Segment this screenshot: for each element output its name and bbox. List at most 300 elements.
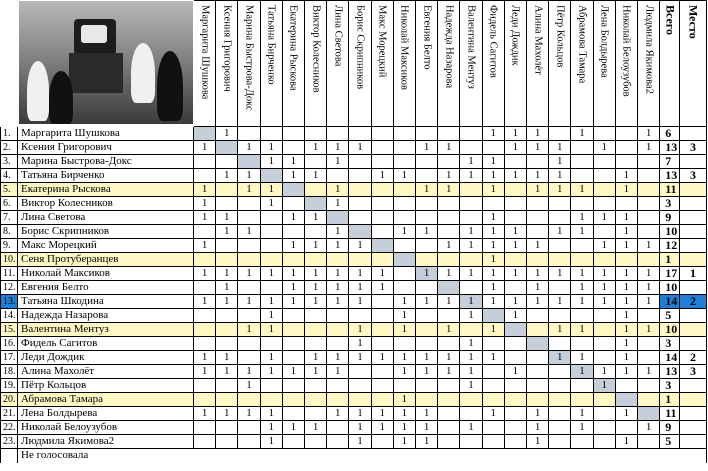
- vote-cell[interactable]: [372, 295, 394, 309]
- vote-cell[interactable]: 1: [571, 351, 593, 365]
- vote-cell[interactable]: 1: [216, 127, 238, 141]
- vote-cell[interactable]: 1: [349, 239, 371, 253]
- vote-cell[interactable]: [549, 337, 571, 351]
- vote-cell[interactable]: [238, 239, 260, 253]
- vote-cell[interactable]: 1: [261, 141, 283, 155]
- vote-cell[interactable]: 1: [416, 295, 438, 309]
- vote-cell[interactable]: 1: [327, 295, 349, 309]
- vote-cell[interactable]: 1: [349, 281, 371, 295]
- vote-cell[interactable]: [549, 421, 571, 435]
- vote-cell[interactable]: [571, 253, 593, 267]
- vote-cell[interactable]: 1: [216, 407, 238, 421]
- vote-cell[interactable]: 1: [216, 225, 238, 239]
- vote-cell[interactable]: [505, 211, 527, 225]
- vote-cell[interactable]: 1: [394, 393, 416, 407]
- row-name[interactable]: Екатерина Рыскова: [18, 183, 194, 197]
- vote-cell[interactable]: 1: [594, 141, 616, 155]
- vote-cell[interactable]: 1: [327, 281, 349, 295]
- vote-cell[interactable]: [594, 351, 616, 365]
- vote-cell[interactable]: [616, 393, 638, 407]
- vote-cell[interactable]: [394, 267, 416, 281]
- vote-cell[interactable]: 1: [261, 183, 283, 197]
- vote-cell[interactable]: 1: [261, 421, 283, 435]
- vote-cell[interactable]: 1: [483, 155, 505, 169]
- vote-cell[interactable]: 1: [327, 239, 349, 253]
- vote-cell[interactable]: 1: [327, 365, 349, 379]
- vote-cell[interactable]: 1: [483, 127, 505, 141]
- vote-cell[interactable]: [349, 225, 371, 239]
- place-cell[interactable]: [680, 421, 707, 435]
- vote-cell[interactable]: 1: [283, 239, 305, 253]
- vote-cell[interactable]: [394, 183, 416, 197]
- vote-cell[interactable]: [327, 379, 349, 393]
- vote-cell[interactable]: [594, 435, 616, 449]
- vote-cell[interactable]: [305, 253, 327, 267]
- vote-cell[interactable]: [549, 239, 571, 253]
- vote-cell[interactable]: 1: [283, 169, 305, 183]
- vote-cell[interactable]: 1: [194, 407, 216, 421]
- row-number[interactable]: 14.: [0, 309, 18, 323]
- vote-cell[interactable]: 1: [394, 365, 416, 379]
- vote-cell[interactable]: 1: [238, 141, 260, 155]
- place-cell[interactable]: [680, 337, 707, 351]
- vote-cell[interactable]: [505, 337, 527, 351]
- row-number[interactable]: 23.: [0, 435, 18, 449]
- vote-cell[interactable]: [483, 379, 505, 393]
- vote-cell[interactable]: [305, 197, 327, 211]
- vote-cell[interactable]: 1: [549, 183, 571, 197]
- vote-cell[interactable]: [394, 155, 416, 169]
- vote-cell[interactable]: 1: [283, 155, 305, 169]
- vote-cell[interactable]: [372, 239, 394, 253]
- vote-cell[interactable]: [327, 253, 349, 267]
- vote-cell[interactable]: [549, 211, 571, 225]
- vote-cell[interactable]: 1: [483, 183, 505, 197]
- vote-cell[interactable]: [283, 407, 305, 421]
- vote-cell[interactable]: [549, 197, 571, 211]
- vote-cell[interactable]: 1: [571, 421, 593, 435]
- vote-cell[interactable]: 1: [571, 407, 593, 421]
- vote-cell[interactable]: [638, 379, 660, 393]
- vote-cell[interactable]: 1: [460, 379, 482, 393]
- vote-cell[interactable]: [505, 281, 527, 295]
- vote-cell[interactable]: [261, 127, 283, 141]
- vote-cell[interactable]: 1: [394, 351, 416, 365]
- vote-cell[interactable]: [372, 393, 394, 407]
- place-cell[interactable]: [680, 407, 707, 421]
- vote-cell[interactable]: 1: [394, 225, 416, 239]
- total-cell[interactable]: 9: [660, 211, 680, 225]
- vote-cell[interactable]: 1: [372, 281, 394, 295]
- vote-cell[interactable]: [438, 337, 460, 351]
- place-cell[interactable]: [680, 155, 707, 169]
- vote-cell[interactable]: [194, 379, 216, 393]
- vote-cell[interactable]: 1: [527, 295, 549, 309]
- vote-cell[interactable]: [549, 435, 571, 449]
- vote-cell[interactable]: [571, 197, 593, 211]
- vote-cell[interactable]: 1: [372, 407, 394, 421]
- vote-cell[interactable]: 1: [305, 295, 327, 309]
- vote-cell[interactable]: [527, 365, 549, 379]
- vote-cell[interactable]: [438, 253, 460, 267]
- vote-cell[interactable]: 1: [438, 183, 460, 197]
- vote-cell[interactable]: 1: [283, 421, 305, 435]
- place-cell[interactable]: [680, 393, 707, 407]
- vote-cell[interactable]: [349, 309, 371, 323]
- row-name[interactable]: Людмила Якимова2: [18, 435, 194, 449]
- vote-cell[interactable]: [194, 155, 216, 169]
- vote-cell[interactable]: 1: [638, 365, 660, 379]
- vote-cell[interactable]: 1: [638, 141, 660, 155]
- vote-cell[interactable]: 1: [483, 239, 505, 253]
- vote-cell[interactable]: 1: [194, 211, 216, 225]
- vote-cell[interactable]: [372, 379, 394, 393]
- vote-cell[interactable]: 1: [349, 141, 371, 155]
- vote-cell[interactable]: [638, 309, 660, 323]
- vote-cell[interactable]: [261, 393, 283, 407]
- vote-cell[interactable]: 1: [349, 323, 371, 337]
- vote-cell[interactable]: 1: [305, 211, 327, 225]
- vote-cell[interactable]: [549, 393, 571, 407]
- vote-cell[interactable]: [194, 421, 216, 435]
- vote-cell[interactable]: [194, 393, 216, 407]
- vote-cell[interactable]: 1: [571, 183, 593, 197]
- vote-cell[interactable]: 1: [460, 267, 482, 281]
- vote-cell[interactable]: 1: [460, 365, 482, 379]
- vote-cell[interactable]: [638, 393, 660, 407]
- vote-cell[interactable]: 1: [416, 435, 438, 449]
- vote-cell[interactable]: [238, 211, 260, 225]
- vote-cell[interactable]: [505, 421, 527, 435]
- vote-cell[interactable]: [616, 141, 638, 155]
- vote-cell[interactable]: [327, 309, 349, 323]
- vote-cell[interactable]: [527, 155, 549, 169]
- row-number[interactable]: 18.: [0, 365, 18, 379]
- vote-cell[interactable]: [349, 253, 371, 267]
- vote-cell[interactable]: [638, 155, 660, 169]
- vote-cell[interactable]: [438, 393, 460, 407]
- place-cell[interactable]: 3: [680, 169, 707, 183]
- vote-cell[interactable]: [483, 365, 505, 379]
- place-cell[interactable]: [680, 323, 707, 337]
- vote-cell[interactable]: 1: [305, 281, 327, 295]
- vote-cell[interactable]: 1: [372, 351, 394, 365]
- vote-cell[interactable]: 1: [505, 169, 527, 183]
- row-number[interactable]: 7.: [0, 211, 18, 225]
- vote-cell[interactable]: [238, 253, 260, 267]
- vote-cell[interactable]: 1: [616, 239, 638, 253]
- vote-cell[interactable]: [505, 435, 527, 449]
- vote-cell[interactable]: 1: [372, 421, 394, 435]
- row-name[interactable]: Николай Белоузубов: [18, 421, 194, 435]
- row-number[interactable]: 22.: [0, 421, 18, 435]
- vote-cell[interactable]: 1: [571, 211, 593, 225]
- vote-cell[interactable]: [372, 183, 394, 197]
- vote-cell[interactable]: [327, 323, 349, 337]
- vote-cell[interactable]: 1: [527, 435, 549, 449]
- vote-cell[interactable]: 1: [571, 323, 593, 337]
- row-name[interactable]: Татьяна Шкодина: [18, 295, 194, 309]
- vote-cell[interactable]: [460, 183, 482, 197]
- vote-cell[interactable]: [305, 309, 327, 323]
- vote-cell[interactable]: 1: [638, 127, 660, 141]
- vote-cell[interactable]: [238, 309, 260, 323]
- vote-cell[interactable]: 1: [216, 169, 238, 183]
- total-cell[interactable]: 10: [660, 323, 680, 337]
- vote-cell[interactable]: [594, 337, 616, 351]
- vote-cell[interactable]: [216, 421, 238, 435]
- vote-cell[interactable]: [571, 309, 593, 323]
- vote-cell[interactable]: 1: [594, 295, 616, 309]
- vote-cell[interactable]: [283, 435, 305, 449]
- place-cell[interactable]: [680, 253, 707, 267]
- vote-cell[interactable]: [194, 253, 216, 267]
- place-cell[interactable]: 2: [680, 351, 707, 365]
- vote-cell[interactable]: [305, 127, 327, 141]
- vote-cell[interactable]: 1: [549, 169, 571, 183]
- vote-cell[interactable]: [549, 127, 571, 141]
- vote-cell[interactable]: 1: [527, 169, 549, 183]
- vote-cell[interactable]: 1: [616, 365, 638, 379]
- vote-cell[interactable]: [372, 323, 394, 337]
- total-cell[interactable]: 13: [660, 169, 680, 183]
- vote-cell[interactable]: 1: [638, 295, 660, 309]
- vote-cell[interactable]: 1: [305, 351, 327, 365]
- vote-cell[interactable]: 1: [549, 225, 571, 239]
- vote-cell[interactable]: 1: [594, 239, 616, 253]
- vote-cell[interactable]: [349, 393, 371, 407]
- vote-cell[interactable]: [238, 127, 260, 141]
- vote-cell[interactable]: [305, 337, 327, 351]
- vote-cell[interactable]: [372, 225, 394, 239]
- vote-cell[interactable]: 1: [238, 365, 260, 379]
- row-number[interactable]: 20.: [0, 393, 18, 407]
- vote-cell[interactable]: [638, 407, 660, 421]
- vote-cell[interactable]: 1: [283, 295, 305, 309]
- vote-cell[interactable]: [283, 323, 305, 337]
- vote-cell[interactable]: [549, 379, 571, 393]
- vote-cell[interactable]: [394, 281, 416, 295]
- vote-cell[interactable]: 1: [216, 295, 238, 309]
- vote-cell[interactable]: [416, 393, 438, 407]
- vote-cell[interactable]: [216, 197, 238, 211]
- vote-cell[interactable]: 1: [527, 267, 549, 281]
- vote-cell[interactable]: 1: [349, 435, 371, 449]
- vote-cell[interactable]: 1: [594, 281, 616, 295]
- row-name[interactable]: Алина Махолёт: [18, 365, 194, 379]
- vote-cell[interactable]: 1: [460, 295, 482, 309]
- total-cell[interactable]: 17: [660, 267, 680, 281]
- vote-cell[interactable]: [216, 141, 238, 155]
- vote-cell[interactable]: [460, 281, 482, 295]
- vote-cell[interactable]: [349, 127, 371, 141]
- vote-cell[interactable]: [194, 323, 216, 337]
- vote-cell[interactable]: [416, 253, 438, 267]
- vote-cell[interactable]: [283, 379, 305, 393]
- place-cell[interactable]: [680, 225, 707, 239]
- vote-cell[interactable]: 1: [571, 267, 593, 281]
- vote-cell[interactable]: 1: [438, 295, 460, 309]
- vote-cell[interactable]: [261, 379, 283, 393]
- row-name[interactable]: Маргарита Шушкова: [18, 127, 194, 141]
- vote-cell[interactable]: 1: [638, 281, 660, 295]
- vote-cell[interactable]: 1: [416, 183, 438, 197]
- vote-cell[interactable]: [594, 323, 616, 337]
- vote-cell[interactable]: 1: [616, 295, 638, 309]
- vote-cell[interactable]: [571, 169, 593, 183]
- total-cell[interactable]: 3: [660, 197, 680, 211]
- vote-cell[interactable]: 1: [194, 197, 216, 211]
- total-cell[interactable]: 3: [660, 379, 680, 393]
- vote-cell[interactable]: 1: [327, 351, 349, 365]
- vote-cell[interactable]: 1: [327, 225, 349, 239]
- vote-cell[interactable]: 1: [416, 421, 438, 435]
- vote-cell[interactable]: [349, 379, 371, 393]
- vote-cell[interactable]: [416, 239, 438, 253]
- row-name[interactable]: Валентина Ментуз: [18, 323, 194, 337]
- vote-cell[interactable]: 1: [616, 337, 638, 351]
- vote-cell[interactable]: [416, 337, 438, 351]
- vote-cell[interactable]: 1: [349, 407, 371, 421]
- place-cell[interactable]: 3: [680, 141, 707, 155]
- vote-cell[interactable]: [416, 281, 438, 295]
- vote-cell[interactable]: 1: [194, 267, 216, 281]
- vote-cell[interactable]: [416, 211, 438, 225]
- vote-cell[interactable]: 1: [438, 323, 460, 337]
- vote-cell[interactable]: [594, 421, 616, 435]
- place-cell[interactable]: [680, 309, 707, 323]
- row-number[interactable]: 11.: [0, 267, 18, 281]
- vote-cell[interactable]: [505, 393, 527, 407]
- vote-cell[interactable]: 1: [416, 407, 438, 421]
- vote-cell[interactable]: [238, 435, 260, 449]
- vote-cell[interactable]: 1: [549, 267, 571, 281]
- vote-cell[interactable]: [305, 155, 327, 169]
- total-cell[interactable]: 11: [660, 183, 680, 197]
- vote-cell[interactable]: 1: [638, 267, 660, 281]
- total-cell[interactable]: 5: [660, 309, 680, 323]
- total-cell[interactable]: 14: [660, 295, 680, 309]
- vote-cell[interactable]: [238, 155, 260, 169]
- vote-cell[interactable]: 1: [483, 295, 505, 309]
- vote-cell[interactable]: 1: [571, 365, 593, 379]
- vote-cell[interactable]: [549, 365, 571, 379]
- vote-cell[interactable]: [594, 393, 616, 407]
- vote-cell[interactable]: [261, 253, 283, 267]
- place-cell[interactable]: [680, 239, 707, 253]
- row-name[interactable]: Борис Скрипников: [18, 225, 194, 239]
- row-name[interactable]: Виктор Колесников: [18, 197, 194, 211]
- vote-cell[interactable]: [372, 155, 394, 169]
- vote-cell[interactable]: 1: [616, 407, 638, 421]
- vote-cell[interactable]: [527, 379, 549, 393]
- vote-cell[interactable]: 1: [416, 141, 438, 155]
- total-cell[interactable]: 9: [660, 421, 680, 435]
- vote-cell[interactable]: 1: [438, 365, 460, 379]
- vote-cell[interactable]: [505, 351, 527, 365]
- vote-cell[interactable]: [349, 169, 371, 183]
- vote-cell[interactable]: [571, 141, 593, 155]
- vote-cell[interactable]: [327, 169, 349, 183]
- vote-cell[interactable]: 1: [349, 351, 371, 365]
- vote-cell[interactable]: 1: [261, 407, 283, 421]
- total-cell[interactable]: 1: [660, 253, 680, 267]
- vote-cell[interactable]: 1: [394, 323, 416, 337]
- vote-cell[interactable]: [283, 253, 305, 267]
- vote-cell[interactable]: [394, 379, 416, 393]
- vote-cell[interactable]: 1: [327, 197, 349, 211]
- vote-cell[interactable]: [483, 393, 505, 407]
- row-number[interactable]: 2.: [0, 141, 18, 155]
- vote-cell[interactable]: [527, 253, 549, 267]
- vote-cell[interactable]: [261, 211, 283, 225]
- row-number[interactable]: [0, 449, 18, 463]
- vote-cell[interactable]: 1: [261, 309, 283, 323]
- place-cell[interactable]: [680, 281, 707, 295]
- vote-cell[interactable]: 1: [594, 379, 616, 393]
- vote-cell[interactable]: 1: [616, 281, 638, 295]
- vote-cell[interactable]: 1: [505, 295, 527, 309]
- vote-cell[interactable]: [571, 435, 593, 449]
- vote-cell[interactable]: 1: [238, 323, 260, 337]
- vote-cell[interactable]: [238, 337, 260, 351]
- vote-cell[interactable]: 1: [638, 323, 660, 337]
- vote-cell[interactable]: 1: [616, 183, 638, 197]
- row-name[interactable]: Фидель Сагитов: [18, 337, 194, 351]
- vote-cell[interactable]: 1: [349, 337, 371, 351]
- vote-cell[interactable]: [527, 323, 549, 337]
- vote-cell[interactable]: [327, 393, 349, 407]
- vote-cell[interactable]: [283, 197, 305, 211]
- vote-cell[interactable]: 1: [283, 281, 305, 295]
- vote-cell[interactable]: 1: [305, 365, 327, 379]
- vote-cell[interactable]: [349, 197, 371, 211]
- vote-cell[interactable]: 1: [438, 141, 460, 155]
- vote-cell[interactable]: [638, 337, 660, 351]
- vote-cell[interactable]: 1: [305, 267, 327, 281]
- vote-cell[interactable]: 1: [460, 337, 482, 351]
- vote-cell[interactable]: [349, 155, 371, 169]
- vote-cell[interactable]: [194, 281, 216, 295]
- total-cell[interactable]: 13: [660, 141, 680, 155]
- total-cell[interactable]: 1: [660, 393, 680, 407]
- vote-cell[interactable]: 1: [238, 407, 260, 421]
- vote-cell[interactable]: 1: [571, 295, 593, 309]
- vote-cell[interactable]: 1: [638, 239, 660, 253]
- vote-cell[interactable]: [238, 393, 260, 407]
- row-name[interactable]: Татьяна Бирченко: [18, 169, 194, 183]
- vote-cell[interactable]: 1: [460, 239, 482, 253]
- row-name[interactable]: Николай Максиков: [18, 267, 194, 281]
- vote-cell[interactable]: 1: [616, 309, 638, 323]
- vote-cell[interactable]: [372, 253, 394, 267]
- vote-cell[interactable]: 1: [483, 351, 505, 365]
- vote-cell[interactable]: 1: [416, 267, 438, 281]
- vote-cell[interactable]: [638, 183, 660, 197]
- total-cell[interactable]: 3: [660, 337, 680, 351]
- vote-cell[interactable]: 1: [549, 323, 571, 337]
- row-number[interactable]: 8.: [0, 225, 18, 239]
- vote-cell[interactable]: [394, 337, 416, 351]
- vote-cell[interactable]: [394, 211, 416, 225]
- row-number[interactable]: 19.: [0, 379, 18, 393]
- row-number[interactable]: 12.: [0, 281, 18, 295]
- vote-cell[interactable]: [460, 211, 482, 225]
- vote-cell[interactable]: [527, 393, 549, 407]
- row-number[interactable]: 4.: [0, 169, 18, 183]
- vote-cell[interactable]: [438, 225, 460, 239]
- vote-cell[interactable]: [460, 323, 482, 337]
